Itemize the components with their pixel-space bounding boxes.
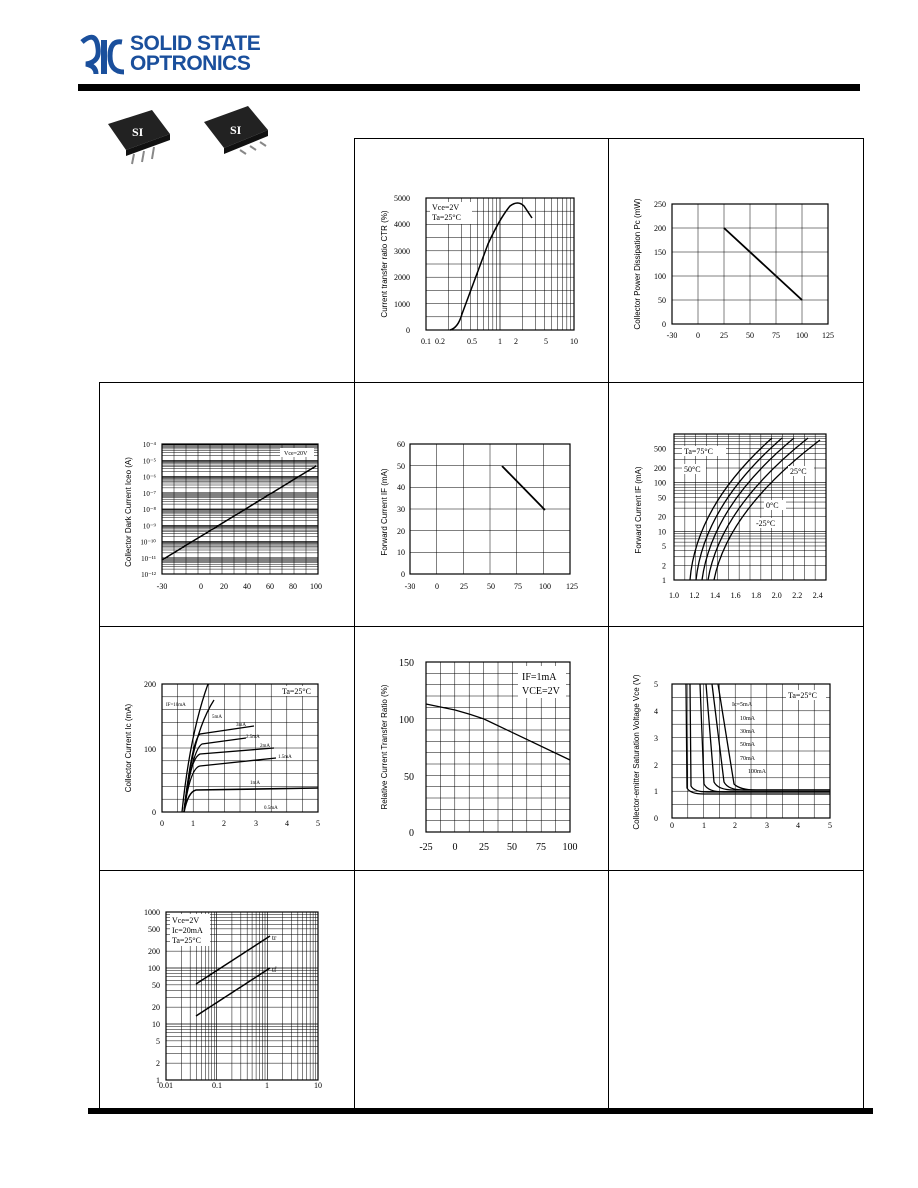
tr-ytick: 10 <box>152 1020 160 1029</box>
pc-xtick: 25 <box>720 331 728 340</box>
tr-ytick: 200 <box>148 947 160 957</box>
chart-tr <box>104 906 344 1092</box>
company-name <box>130 34 260 74</box>
if-vf-xtick: 1.6 <box>730 591 741 600</box>
rel-ctr-xtick: 0 <box>452 842 458 853</box>
if-ta-ytick: 30 <box>397 505 405 514</box>
ic-vce-xtick: 1 <box>191 819 195 828</box>
ic-vce-ytick: 100 <box>144 745 156 754</box>
ic-vce-xtick: 3 <box>254 819 258 828</box>
ic-vce-label: 1mA <box>250 781 260 786</box>
pc-ylabel: Collector Power Dissipation Pc (mW) <box>633 198 642 330</box>
vce-sat-label: 70mA <box>740 756 755 762</box>
if-ta-xtick: 0 <box>435 582 439 591</box>
vce-sat-label: Ic=5mA <box>732 702 753 708</box>
footer-rule <box>88 1108 873 1114</box>
tr-ytick: 5 <box>156 1036 160 1046</box>
tr-xtick: 1 <box>265 1081 269 1090</box>
if-ta-xtick: 25 <box>460 582 468 591</box>
iceo-xtick: 0 <box>199 582 203 591</box>
vce-sat-ytick: 2 <box>654 761 658 770</box>
tr-ytick: 50 <box>152 980 160 990</box>
if-vf-xtick: 2.4 <box>812 591 823 600</box>
if-vf-ytick: 2 <box>662 561 666 571</box>
if-ta-ytick: 10 <box>397 548 405 557</box>
vce-sat-xtick: 2 <box>733 821 737 830</box>
vce-sat-xtick: 4 <box>796 821 800 830</box>
package-photo-1 <box>104 106 174 166</box>
rel-ctr-xtick: -25 <box>419 842 433 853</box>
pc-ytick: 100 <box>654 272 666 281</box>
vce-sat-xtick: 0 <box>670 821 674 830</box>
ctr-xtick: 0.2 <box>435 337 445 346</box>
ic-vce-xtick: 2 <box>222 819 226 828</box>
iceo-xtick: 40 <box>243 582 251 591</box>
tr-xtick: 10 <box>314 1081 322 1090</box>
tr-legend-ta: Ta=25°C <box>172 936 201 945</box>
chart-vce-sat <box>614 674 854 844</box>
ic-vce-xtick: 0 <box>160 819 164 828</box>
ctr-ytick: 2000 <box>394 273 410 282</box>
logo-o-mark <box>110 42 124 72</box>
svg-text:SI: SI <box>230 123 242 137</box>
pc-xtick: -30 <box>666 331 678 340</box>
if-ta-grid <box>410 444 570 574</box>
pc-ytick: 0 <box>662 320 666 329</box>
if-vf-ytick: 10 <box>658 527 666 537</box>
vce-sat-ytick: 5 <box>654 680 658 689</box>
if-vf-ytick: 200 <box>654 464 666 474</box>
iceo-ytick: 10⁻⁸ <box>142 506 156 514</box>
if-ta-ytick: 50 <box>397 462 405 471</box>
ic-vce-label: 2.5mA <box>246 735 260 740</box>
header-rule <box>78 84 860 91</box>
if-ta-ytick: 60 <box>397 440 405 449</box>
rel-ctr-legend-vce: VCE=2V <box>522 686 560 697</box>
tf-line <box>196 968 270 1016</box>
if-vf-xtick: 2.0 <box>771 591 782 600</box>
iceo-grid <box>162 444 318 574</box>
chart-rel-ctr <box>360 654 600 854</box>
if-ta-xtick: 100 <box>539 582 551 591</box>
chart-ic-vce <box>104 674 344 844</box>
if-ta-ytick: 20 <box>397 527 405 536</box>
ic-vce-label: 0.5mA <box>264 806 278 811</box>
iceo-xtick: 60 <box>266 582 274 591</box>
chart-ctr <box>360 190 600 360</box>
rel-ctr-ylabel: Relative Current Transfer Ratio (%) <box>380 684 389 810</box>
ctr-ytick: 4000 <box>394 220 410 229</box>
vce-sat-ytick: 4 <box>654 707 658 716</box>
tr-ytick: 1 <box>156 1076 160 1085</box>
tr-xtick: 0.1 <box>212 1081 222 1090</box>
tr-xtick: 0.01 <box>159 1081 173 1090</box>
cell-empty-2 <box>608 870 864 1110</box>
ctr-ytick: 0 <box>406 326 410 335</box>
iceo-xtick: -30 <box>156 582 168 591</box>
if-vf-ytick: 100 <box>654 478 666 488</box>
vce-sat-ylabel: Collector-emitter Saturation Voltage Vce (V) <box>632 674 641 830</box>
ctr-ytick: 1000 <box>394 300 410 309</box>
if-vf-ytick: 50 <box>658 493 666 503</box>
iceo-xtick: 100 <box>310 582 322 591</box>
rel-ctr-ytick: 150 <box>399 658 414 669</box>
package-photo-2 <box>200 102 272 164</box>
chart-pc <box>612 190 852 360</box>
iceo-ytick: 10⁻⁹ <box>142 522 156 531</box>
logo-s-mark <box>82 37 98 74</box>
ic-vce-curve-5ma <box>184 700 214 812</box>
rel-ctr-ytick: 100 <box>399 715 414 726</box>
ic-vce-label: IF=10mA <box>166 703 186 708</box>
pc-ytick: 250 <box>654 200 666 209</box>
ic-vce-ylabel: Collector Current Ic (mA) <box>124 703 133 793</box>
pc-xtick: 0 <box>696 331 700 340</box>
if-vf-ytick: 1 <box>662 576 666 585</box>
if-vf-ytick: 5 <box>662 541 666 551</box>
ic-vce-xtick: 4 <box>285 819 289 828</box>
if-vf-xtick: 1.2 <box>689 591 700 600</box>
ic-vce-label: 2mA <box>260 744 270 749</box>
ctr-ytick: 5000 <box>394 194 410 203</box>
chart-if-vf <box>614 426 854 606</box>
pc-xtick: 75 <box>772 331 780 340</box>
pc-ytick: 200 <box>654 224 666 233</box>
tf-label: tf <box>272 966 277 974</box>
pc-grid <box>672 204 828 324</box>
ctr-xtick: 5 <box>544 337 548 346</box>
if-ta-xtick: 50 <box>487 582 495 591</box>
if-ta-ytick: 40 <box>397 483 405 492</box>
if-vf-label: -25°C <box>756 519 776 528</box>
ctr-xtick: 10 <box>570 337 578 346</box>
svg-text:SI: SI <box>132 125 144 139</box>
rel-ctr-xtick: 50 <box>507 842 517 853</box>
pc-ytick: 50 <box>658 296 666 305</box>
vce-sat-xtick: 3 <box>765 821 769 830</box>
if-vf-label: 50°C <box>684 465 701 474</box>
rel-ctr-legend-if: IF=1mA <box>522 672 557 683</box>
company-name-line1: SOLID STATE <box>130 32 261 55</box>
vce-sat-label: 100mA <box>748 769 766 775</box>
ic-vce-ytick: 200 <box>144 680 156 689</box>
ctr-xtick: 0.1 <box>421 337 431 346</box>
tr-ytick: 20 <box>152 1003 160 1013</box>
vce-sat-legend: Ta=25°C <box>788 691 817 700</box>
tr-ytick: 100 <box>148 964 160 973</box>
ctr-xtick: 1 <box>498 337 502 346</box>
ic-vce-ytick: 0 <box>152 808 156 817</box>
tr-ytick: 2 <box>156 1059 160 1069</box>
tr-ytick: 500 <box>148 924 160 934</box>
ic-vce-label: 5mA <box>212 715 222 720</box>
ic-vce-curve-2ma <box>184 748 274 812</box>
rel-ctr-xtick: 100 <box>562 842 578 853</box>
iceo-xtick: 20 <box>220 582 228 591</box>
if-vf-label: Ta=75°C <box>684 447 713 456</box>
pc-derating-line <box>724 228 802 300</box>
vce-sat-label: 30mA <box>740 729 755 735</box>
iceo-ytick: 10⁻⁶ <box>142 473 156 482</box>
ic-vce-curve-1p5ma <box>184 758 276 812</box>
tr-ytick: 1000 <box>144 908 160 917</box>
pc-xtick: 100 <box>796 331 808 340</box>
iceo-ytick: 10⁻⁷ <box>142 489 156 498</box>
ctr-ylabel: Current transfer ratio CTR (%) <box>380 210 389 318</box>
pc-ytick: 150 <box>654 248 666 257</box>
if-vf-label: 25°C <box>790 467 807 476</box>
iceo-ytick: 10⁻¹⁰ <box>140 538 156 547</box>
rel-ctr-xtick: 75 <box>536 842 546 853</box>
if-vf-ytick: 20 <box>658 512 666 522</box>
if-ta-xtick: 75 <box>514 582 522 591</box>
if-ta-xtick: -30 <box>404 582 416 591</box>
iceo-ytick: 10⁻¹² <box>141 571 156 579</box>
iceo-legend: Vce=20V <box>284 451 308 457</box>
vce-sat-xtick: 1 <box>702 821 706 830</box>
ic-vce-label: 3mA <box>236 723 246 728</box>
company-logo <box>78 34 128 78</box>
iceo-ylabel: Collector Dark Current Iceo (A) <box>124 457 133 567</box>
pc-xtick: 50 <box>746 331 754 340</box>
chart-iceo <box>104 432 344 602</box>
ic-vce-legend: Ta=25°C <box>282 687 311 696</box>
tr-label: tr <box>272 934 277 942</box>
rel-ctr-xtick: 25 <box>479 842 489 853</box>
vce-sat-xtick: 5 <box>828 821 832 830</box>
if-ta-derating-line <box>502 466 545 510</box>
if-ta-ylabel: Forward Current IF (mA) <box>380 468 389 556</box>
vce-sat-ytick: 1 <box>654 787 658 796</box>
vce-sat-ytick: 0 <box>654 814 658 823</box>
if-vf-label: 0°C <box>766 501 779 510</box>
iceo-ytick: 10⁻⁵ <box>142 457 156 466</box>
if-vf-ytick: 500 <box>654 444 666 454</box>
vce-sat-label: 50mA <box>740 742 755 748</box>
if-vf-xtick: 1.8 <box>751 591 762 600</box>
chart-if-ta <box>360 432 600 602</box>
ctr-xtick: 0.5 <box>467 337 477 346</box>
iceo-ytick: 10⁻¹¹ <box>141 554 156 563</box>
iceo-ytick: 10⁻⁴ <box>142 441 156 449</box>
ctr-xtick: 2 <box>514 337 518 346</box>
if-vf-xtick: 1.4 <box>710 591 721 600</box>
iceo-xtick: 80 <box>289 582 297 591</box>
cell-empty-1 <box>354 870 609 1110</box>
rel-ctr-ytick: 0 <box>409 828 414 839</box>
ctr-legend-vce: Vce=2V <box>432 203 460 212</box>
if-ta-xtick: 125 <box>566 582 578 591</box>
tr-legend-vce: Vce=2V <box>172 916 200 925</box>
tr-legend-ic: Ic=20mA <box>172 926 203 935</box>
rel-ctr-ytick: 50 <box>404 772 414 783</box>
ic-vce-label: 1.5mA <box>278 755 292 760</box>
ctr-ytick: 3000 <box>394 247 410 256</box>
company-name-line2: OPTRONICS <box>130 52 251 75</box>
if-ta-ytick: 0 <box>401 570 405 579</box>
ctr-legend-ta: Ta=25°C <box>432 213 461 222</box>
vce-sat-label: 10mA <box>740 716 755 722</box>
pc-xtick: 125 <box>822 331 834 340</box>
ic-vce-xtick: 5 <box>316 819 320 828</box>
if-vf-ylabel: Forward Current IF (mA) <box>634 466 643 554</box>
if-vf-xtick: 2.2 <box>792 591 803 600</box>
logo-i-mark <box>101 40 107 74</box>
ic-vce-curve-1ma <box>184 788 318 812</box>
if-vf-xtick: 1.0 <box>669 591 679 600</box>
vce-sat-ytick: 3 <box>654 734 658 743</box>
